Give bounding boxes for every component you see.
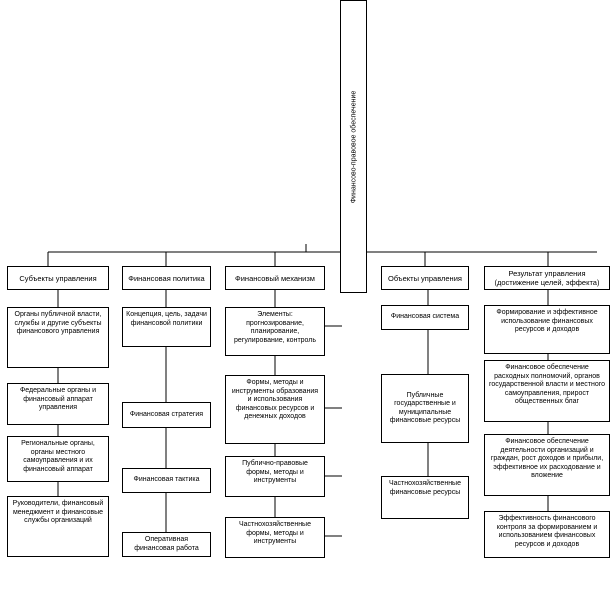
header-subjects [7,266,109,290]
subjects-item-3-text: Региональные органы, органы местного самоуправления и их финансовый аппарат [21,440,95,473]
mechanism-item-4-text: Частнохозяйственные формы, методы и инструменты [239,521,311,545]
result-item-3 [484,434,610,496]
mechanism-item-4 [225,517,325,558]
objects-item-1 [381,305,469,330]
policy-item-4 [122,532,211,557]
result-item-3-text: Финансовое обеспечение деятельности организаций и граждан, рост доходов и прибыли, эффективное их расходование и вложение [490,438,604,479]
policy-item-3 [122,468,211,493]
header-mechanism-label: Финансовый механизм [235,273,315,283]
subjects-item-2 [7,383,109,425]
header-subjects-label: Субъекты управления [19,273,97,283]
header-result [484,266,610,290]
policy-item-2 [122,402,211,428]
mechanism-item-2 [225,375,325,444]
subjects-item-4 [7,496,109,557]
header-result-label: Результат управления (достижение целей, эффекта) [494,269,600,287]
header-objects [381,266,469,290]
result-item-4-text: Эффективность финансового контроля за формированием и использованием финансовых ресурсов и доходов [496,515,598,548]
subjects-item-3 [7,436,109,482]
objects-item-2-text: Публичные государственные и муниципальные финансовые ресурсы [389,391,461,424]
result-item-2 [484,360,610,422]
subjects-item-2-text: Федеральные органы и финансовый аппарат управления [19,387,97,411]
header-objects-label: Объекты управления [388,273,462,283]
header-mechanism [225,266,325,290]
objects-item-3 [381,476,469,519]
policy-item-2-text: Финансовая стратегия [129,410,204,418]
objects-item-2 [381,374,469,443]
objects-item-3-text: Частнохозяйственные финансовые ресурсы [389,480,461,496]
mechanism-item-1 [225,307,325,356]
result-item-1-text: Формирование и эффективное использование финансовых ресурсов и доходов [496,309,598,333]
policy-item-1 [122,307,211,347]
objects-item-1-text: Финансовая система [390,313,460,321]
mechanism-item-1-text: Элементы: прогнозирование, планирование, регулирование, контроль [233,311,317,344]
subjects-item-1 [7,307,109,368]
result-item-1 [484,305,610,354]
policy-item-4-text: Оперативная финансовая работа [134,536,199,552]
top-box-label: Финансово-правовое обеспечение [350,90,357,203]
header-policy-label: Финансовая политика [128,273,205,283]
subjects-item-4-text: Руководители, финансовый менеджмент и финансовые службы организаций [12,500,104,524]
result-item-2-text: Финансовое обеспечение расходных полномочий, органов государственной власти и местного самоуправления, прирост общественных благ [488,364,606,405]
policy-item-1-text: Концепция, цель, задачи финансовой политики [126,311,207,327]
top-box-financial-legal-support [340,0,367,293]
result-item-4 [484,511,610,558]
mechanism-item-3-text: Публично-правовые формы, методы и инструменты [242,460,308,484]
subjects-item-1-text: Органы публичной власти, службы и другие субъекты финансового управления [14,311,102,335]
policy-item-3-text: Финансовая тактика [133,476,200,484]
header-policy [122,266,211,290]
mechanism-item-2-text: Формы, методы и инструменты образования и использования финансовых ресурсов и денежных доходов [231,379,319,420]
mechanism-item-3 [225,456,325,497]
